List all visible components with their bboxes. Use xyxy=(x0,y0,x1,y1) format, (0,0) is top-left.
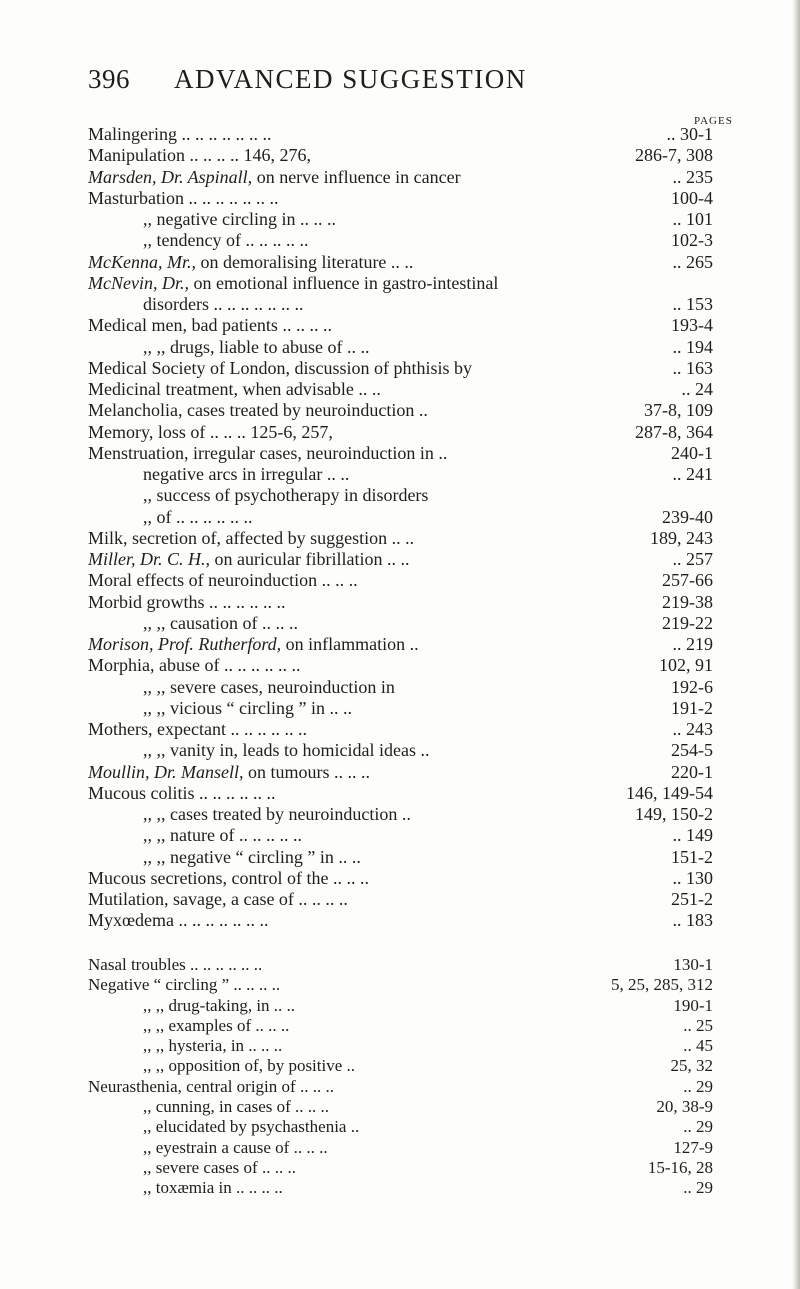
entry-pages: 191-2 xyxy=(671,697,713,718)
index-entry xyxy=(88,868,713,889)
entry-pages: 219-22 xyxy=(662,612,713,633)
index-entry xyxy=(88,847,713,868)
entry-text: Medical Society of London, discussion of phthisis by xyxy=(88,357,472,378)
entry-text: Mucous colitis .. .. .. .. .. .. xyxy=(88,782,276,803)
entry-label xyxy=(143,677,395,698)
entry-pages: 102-3 xyxy=(671,230,713,251)
entry-text: Memory, loss of .. .. .. 125-6, 257, xyxy=(88,421,333,442)
entry-pages: .. 25 xyxy=(683,1015,713,1035)
entry-text: negative arcs in irregular .. .. xyxy=(143,464,350,484)
entry-label xyxy=(88,655,300,676)
page-edge-shadow xyxy=(792,0,800,1289)
entry-label xyxy=(88,592,286,613)
entry-pages: .. 45 xyxy=(683,1036,713,1056)
index-entry xyxy=(88,528,713,549)
entry-label xyxy=(143,996,295,1016)
entry-label xyxy=(143,1016,289,1036)
entry-label xyxy=(143,337,369,358)
entry-label xyxy=(143,209,336,230)
entry-text: ,, ,, cases treated by neuroinduction .. xyxy=(143,804,411,824)
entry-label xyxy=(143,507,253,528)
entry-text: Mothers, expectant .. .. .. .. .. .. xyxy=(88,719,307,739)
index-entry xyxy=(88,273,713,294)
entry-label xyxy=(143,230,308,251)
entry-text: ,, ,, negative “ circling ” in .. .. xyxy=(143,846,361,867)
index-entry xyxy=(88,889,713,910)
entry-text: on nerve influence in cancer xyxy=(252,166,461,187)
entry-label xyxy=(88,167,461,188)
index-entry xyxy=(88,315,713,336)
entry-text: ,, ,, drugs, liable to abuse of .. .. xyxy=(143,336,370,357)
entry-pages: .. 130 xyxy=(672,867,713,888)
entry-pages: .. 163 xyxy=(672,357,713,378)
index-entry xyxy=(88,740,713,761)
entry-label xyxy=(88,762,370,783)
entry-label xyxy=(143,294,304,315)
entry-pages: .. 29 xyxy=(683,1076,713,1096)
entry-text: ,, ,, examples of .. .. .. xyxy=(143,1015,290,1035)
index-entry xyxy=(88,1016,713,1036)
entry-label xyxy=(88,145,311,166)
index-entry xyxy=(88,188,713,209)
entry-pages: 100-4 xyxy=(671,187,713,208)
entry-label xyxy=(88,868,369,889)
entry-label xyxy=(143,847,361,868)
entry-text: Myxœdema .. .. .. .. .. .. .. xyxy=(88,910,269,931)
index-entry xyxy=(88,230,713,251)
entry-author: McKenna, Mr., xyxy=(88,251,196,272)
index-entry xyxy=(88,400,713,421)
index-entry xyxy=(88,655,713,676)
entry-pages: 239-40 xyxy=(662,506,713,527)
entry-label xyxy=(143,740,429,761)
entry-text: Medicinal treatment, when advisable .. .. xyxy=(88,379,381,399)
entry-label xyxy=(143,485,428,506)
entry-label xyxy=(143,464,349,485)
index-entry xyxy=(88,975,713,995)
index-entry xyxy=(88,124,713,145)
entry-label xyxy=(143,698,352,719)
index-entry xyxy=(88,337,713,358)
entry-label xyxy=(88,549,409,570)
entry-label xyxy=(88,889,348,910)
entry-pages: 251-2 xyxy=(671,889,713,909)
index-entry xyxy=(88,955,713,975)
entry-pages: .. 149 xyxy=(672,825,713,846)
entry-pages: 25, 32 xyxy=(670,1056,713,1076)
entry-text: Menstruation, irregular cases, neuroinduction in .. xyxy=(88,442,448,463)
entry-pages: .. 30-1 xyxy=(666,124,713,144)
entry-label xyxy=(88,634,419,655)
entry-text: Manipulation .. .. .. .. 146, 276, xyxy=(88,145,311,166)
entry-text: Masturbation .. .. .. .. .. .. .. xyxy=(88,187,279,208)
entry-text: ,, tendency of .. .. .. .. .. xyxy=(143,230,309,251)
entry-text: ,, eyestrain a cause of .. .. .. xyxy=(143,1137,328,1157)
index-entry xyxy=(88,592,713,613)
entry-text: on emotional influence in gastro-intestinal xyxy=(188,272,499,293)
entry-text: ,, ,, vicious “ circling ” in .. .. xyxy=(143,697,352,718)
index-section-n xyxy=(88,955,713,1199)
entry-label xyxy=(88,443,447,464)
entry-text: Morphia, abuse of .. .. .. .. .. .. xyxy=(88,655,301,676)
entry-pages: 189, 243 xyxy=(650,527,713,548)
entry-pages: 257-66 xyxy=(662,570,713,591)
index-entry xyxy=(88,485,713,506)
entry-pages: .. 183 xyxy=(672,910,713,931)
index-entry xyxy=(88,996,713,1016)
entry-text: ,, ,, hysteria, in .. .. .. xyxy=(143,1036,283,1056)
entry-label xyxy=(88,124,271,145)
entry-pages: .. 257 xyxy=(672,549,713,569)
entry-label xyxy=(143,1158,296,1178)
index-entry xyxy=(88,294,713,315)
index-entry xyxy=(88,252,713,273)
entry-text: ,, success of psychotherapy in disorders xyxy=(143,485,429,506)
index-entry xyxy=(88,549,713,570)
entry-author: Morison, Prof. Rutherford, xyxy=(88,634,282,654)
entry-pages: 102, 91 xyxy=(659,655,713,676)
index-entry xyxy=(88,570,713,591)
entry-label xyxy=(88,975,280,995)
entry-label xyxy=(88,528,414,549)
entry-pages: .. 24 xyxy=(681,379,713,399)
entry-pages: 5, 25, 285, 312 xyxy=(611,975,713,995)
index-entry xyxy=(88,167,713,188)
entry-text: Milk, secretion of, affected by suggestion .. .. xyxy=(88,527,415,548)
pages-column-label: PAGES xyxy=(694,115,733,127)
entry-text: on demoralising literature .. .. xyxy=(195,251,414,272)
entry-author: Moullin, Dr. Mansell, xyxy=(88,761,244,782)
index-entry xyxy=(88,1158,713,1178)
entry-text: ,, ,, opposition of, by positive .. xyxy=(143,1056,356,1076)
entry-pages: .. 219 xyxy=(672,634,713,654)
index-entry xyxy=(88,422,713,443)
entry-text: ,, negative circling in .. .. .. xyxy=(143,209,336,229)
entry-label xyxy=(88,1077,334,1097)
index-entry xyxy=(88,1077,713,1097)
entry-pages: .. 29 xyxy=(683,1178,713,1198)
entry-pages: 151-2 xyxy=(671,846,713,867)
entry-text: ,, elucidated by psychasthenia .. xyxy=(143,1117,360,1137)
entry-label xyxy=(88,315,332,336)
entry-pages: 287-8, 364 xyxy=(635,421,713,442)
index-entry xyxy=(88,634,713,655)
entry-label xyxy=(143,825,302,846)
index-entry xyxy=(88,613,713,634)
entry-label xyxy=(143,613,298,634)
entry-text: on auricular fibrillation .. .. xyxy=(210,549,410,569)
entry-pages: .. 265 xyxy=(672,251,713,272)
page-number: 396 xyxy=(88,64,130,94)
index-entry xyxy=(88,507,713,528)
entry-label xyxy=(88,570,358,591)
entry-text: Morbid growths .. .. .. .. .. .. xyxy=(88,591,286,612)
entry-pages: 20, 38-9 xyxy=(656,1097,713,1117)
entry-label xyxy=(143,1036,282,1056)
entry-text: Nasal troubles .. .. .. .. .. .. xyxy=(88,955,263,974)
entry-pages: 240-1 xyxy=(671,442,713,463)
entry-label xyxy=(88,188,279,209)
entry-text: Mutilation, savage, a case of .. .. .. .. xyxy=(88,889,348,909)
entry-text: ,, toxæmia in .. .. .. .. xyxy=(143,1178,283,1198)
entry-pages: 146, 149-54 xyxy=(626,782,713,803)
entry-label xyxy=(88,910,268,931)
index-entry xyxy=(88,145,713,166)
index-entry xyxy=(88,1056,713,1076)
index-entry xyxy=(88,910,713,931)
entry-label xyxy=(143,1117,359,1137)
index-entry xyxy=(88,1138,713,1158)
index-section-m xyxy=(88,124,713,932)
entry-text: ,, cunning, in cases of .. .. .. xyxy=(143,1097,330,1117)
index-entry xyxy=(88,464,713,485)
entry-author: McNevin, Dr., xyxy=(88,272,189,293)
entry-label xyxy=(88,358,472,379)
index-entry xyxy=(88,358,713,379)
entry-label xyxy=(88,400,428,421)
entry-text: Neurasthenia, central origin of .. .. .. xyxy=(88,1076,334,1096)
index-entry xyxy=(88,783,713,804)
entry-author: Miller, Dr. C. H., xyxy=(88,549,211,569)
entry-pages: 15-16, 28 xyxy=(647,1157,713,1177)
entry-pages: 192-6 xyxy=(671,676,713,697)
entry-text: Malingering .. .. .. .. .. .. .. xyxy=(88,124,272,144)
entry-label xyxy=(143,1056,355,1076)
entry-text: ,, ,, causation of .. .. .. xyxy=(143,612,298,633)
entry-text: Mucous secretions, control of the .. .. .. xyxy=(88,867,369,888)
index-entry xyxy=(88,1036,713,1056)
page-header xyxy=(88,64,648,95)
index-entry xyxy=(88,804,713,825)
entry-pages: .. 235 xyxy=(672,166,713,187)
entry-label xyxy=(88,719,307,740)
entry-text: Moral effects of neuroinduction .. .. .. xyxy=(88,570,358,591)
entry-pages: 219-38 xyxy=(662,591,713,612)
running-title: ADVANCED SUGGESTION xyxy=(174,64,527,94)
index-entry xyxy=(88,762,713,783)
entry-label xyxy=(88,422,333,443)
entry-label xyxy=(88,955,262,975)
entry-label xyxy=(143,804,411,825)
entry-text: disorders .. .. .. .. .. .. .. xyxy=(143,294,304,314)
entry-text: ,, ,, nature of .. .. .. .. .. xyxy=(143,825,302,846)
index-entry xyxy=(88,1117,713,1137)
entry-pages: 37-8, 109 xyxy=(644,400,713,421)
entry-pages: 220-1 xyxy=(671,761,713,782)
entry-text: ,, of .. .. .. .. .. .. xyxy=(143,506,253,527)
entry-text: on tumours .. .. .. xyxy=(243,761,371,782)
index-entry xyxy=(88,209,713,230)
entry-pages: 286-7, 308 xyxy=(635,145,713,166)
entry-pages: 127-9 xyxy=(673,1137,713,1157)
entry-label xyxy=(143,1138,328,1158)
entry-text: Negative “ circling ” .. .. .. .. xyxy=(88,975,281,995)
index-entry xyxy=(88,825,713,846)
entry-pages: 130-1 xyxy=(673,955,713,974)
entry-pages: .. 153 xyxy=(672,294,713,314)
entry-pages: .. 29 xyxy=(683,1117,713,1137)
entry-text: ,, ,, vanity in, leads to homicidal ideas .. xyxy=(143,740,430,761)
entry-pages: 149, 150-2 xyxy=(635,804,713,824)
entry-label xyxy=(143,1178,283,1198)
index-entry xyxy=(88,1178,713,1198)
entry-text: on inflammation .. xyxy=(281,634,419,654)
entry-pages: .. 243 xyxy=(672,719,713,739)
index-entry xyxy=(88,698,713,719)
entry-text: Melancholia, cases treated by neuroinduction .. xyxy=(88,400,428,421)
entry-text: Medical men, bad patients .. .. .. .. xyxy=(88,315,332,336)
entry-pages: .. 194 xyxy=(672,336,713,357)
entry-label xyxy=(88,783,276,804)
index-entry xyxy=(88,379,713,400)
entry-pages: .. 101 xyxy=(672,209,713,229)
entry-text: ,, ,, severe cases, neuroinduction in xyxy=(143,676,395,697)
index-entry xyxy=(88,677,713,698)
entry-label xyxy=(88,252,413,273)
entry-label xyxy=(88,273,498,294)
entry-pages: .. 241 xyxy=(672,464,713,484)
entry-label xyxy=(88,379,381,400)
index-entry xyxy=(88,719,713,740)
entry-text: ,, severe cases of .. .. .. xyxy=(143,1157,296,1177)
entry-author: Marsden, Dr. Aspinall, xyxy=(88,166,253,187)
entry-pages: 190-1 xyxy=(673,995,713,1015)
entry-pages: 193-4 xyxy=(671,315,713,336)
entry-pages: 254-5 xyxy=(671,740,713,761)
index-entry xyxy=(88,443,713,464)
entry-text: ,, ,, drug-taking, in .. .. xyxy=(143,995,296,1015)
entry-label xyxy=(143,1097,329,1117)
index-entry xyxy=(88,1097,713,1117)
